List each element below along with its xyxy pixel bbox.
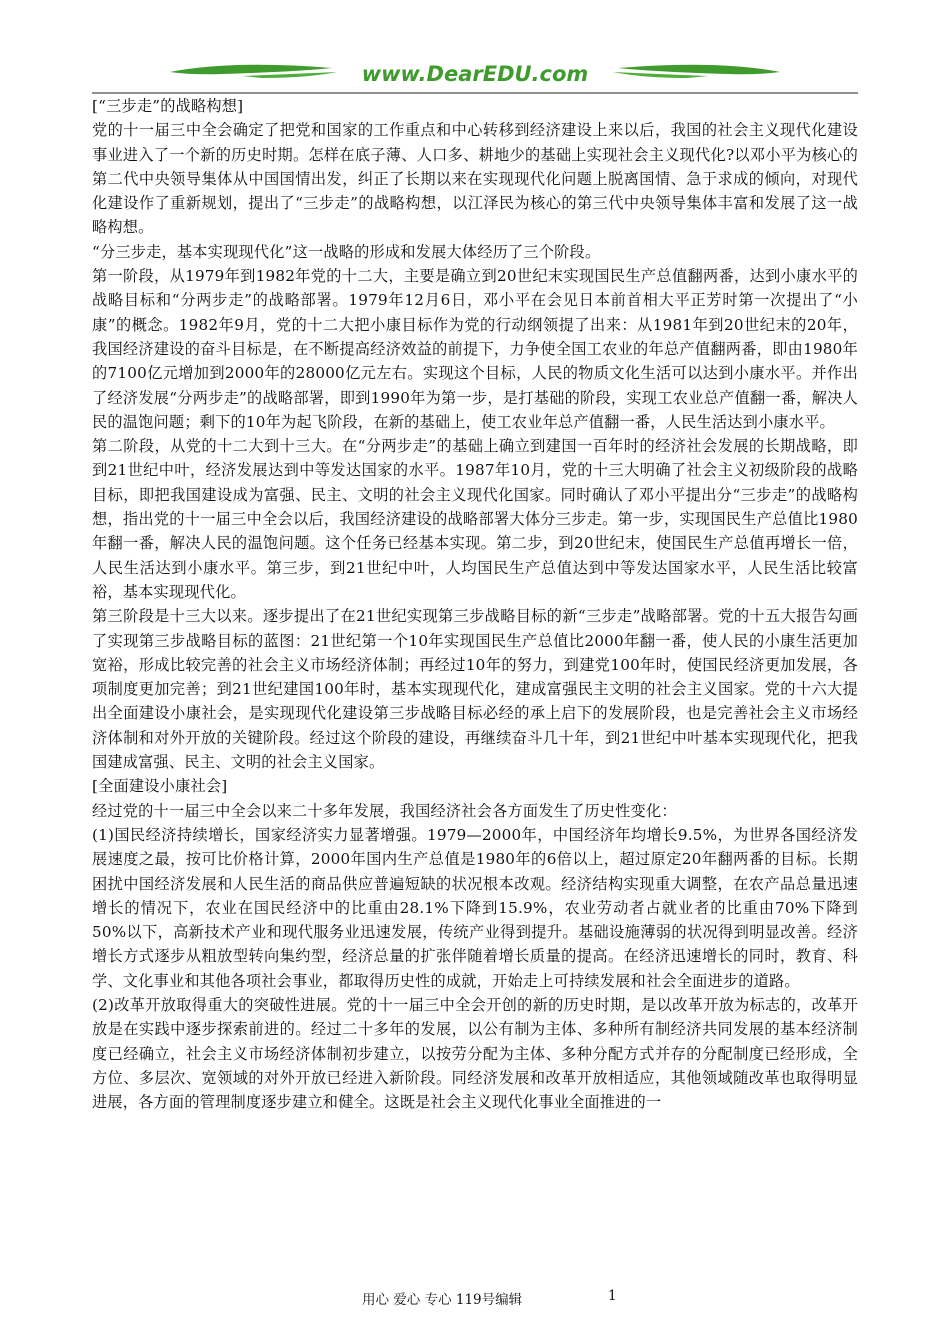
left-swoosh xyxy=(170,65,332,74)
paragraph-point-1-economy: (1)国民经济持续增长，国家经济实力显著增强。1979—2000年，中国经济年均增长9.5%，为世界各国经济发展速度之最，按可比价格计算，2000年国内生产总值是1980年的6倍以上，超过原定20年翻两番的目标。长期困扰中国经济发展和人民生活的商品供应普遍短缺的状况根本改观。经济结构实现重大调整，在农产品总量迅速增长的情况下，农业在国民经济中的比重由28.1%下降到15.9%，农业劳动者占就业者的比重由70%下降到50%以下，高新技术产业和现代服务业迅速发展，传统产业得到提升。基础设施薄弱的状况得到明显改善。经济增长方式逐步从粗放型转向集约型，经济总量的扩张伴随着增长质量的提高。在经济迅速增长的同时，教育、科学、文化事业和其他各项社会事业，都取得历史性的成就，开始走上可持续发展和社会全面进步的道路。 xyxy=(92,825,858,990)
page-footer xyxy=(0,1288,950,1308)
site-logo-text: www.DearEDU.com xyxy=(361,62,589,86)
right-swoosh xyxy=(618,65,780,74)
paragraph-stage-three: 第三阶段是十三大以来。逐步提出了在21世纪实现第三步战略目标的新“三步走”战略部署。党的十五大报告勾画了实现第三步战略目标的蓝图：21世纪第一个10年实现国民生产总值比2000年翻一番，使人民的小康生活更加宽裕，形成比较完善的社会主义市场经济体制；再经过10年的努力，到建党100年时，使国民经济更加发展，各项制度更加完善；到21世纪建国100年时，基本实现现代化，建成富强民主文明的社会主义国家。党的十六大提出全面建设小康社会，是实现现代化建设第三步战略目标必经的承上启下的发展阶段，也是完善社会主义市场经济体制和对外开放的关键阶段。经过这个阶段的建设，再继续奋斗几十年，到21世纪中叶基本实现现代化，把我国建成富强、民主、文明的社会主义国家。 xyxy=(92,607,858,772)
document-body xyxy=(92,94,858,1114)
section-heading-three-steps: [“三步走”的战略构想] xyxy=(92,97,244,115)
page-header xyxy=(92,52,858,94)
paragraph-three-stages: “分三步走，基本实现现代化”这一战略的形成和发展大体经历了三个阶段。 xyxy=(92,242,601,261)
page-number: 1 xyxy=(608,1288,617,1304)
paragraph-stage-two: 第二阶段，从党的十二大到十三大。在“分两步走”的基础上确立到建国一百年时的经济社会发展的长期战略，即到21世纪中叶，经济发展达到中等发达国家的水平。1987年10月，党的十三大明确了社会主义初级阶段的战略目标，即把我国建设成为富强、民主、文明的社会主义现代化国家。同时确认了邓小平提出分“三步走”的战略构想，指出党的十一届三中全会以后，我国经济建设的战略部署大体分三步走。第一步，实现国民生产总值比1980年翻一番，解决人民的温饱问题。这个任务已经基本实现。第二步，到20世纪末，使国民生产总值再增长一倍，人民生活达到小康水平。第三步，到21世纪中叶，人均国民生产总值达到中等发达国家水平，人民生活比较富裕，基本实现现代化。 xyxy=(92,437,858,601)
section-heading-xiaokang: [全面建设小康社会] xyxy=(92,777,228,796)
dearedu-logo-banner xyxy=(92,52,858,94)
paragraph-intro: 党的十一届三中全会确定了把党和国家的工作重点和中心转移到经济建设上来以后，我国的社会主义现代化建设事业进入了一个新的历史时期。怎样在底子薄、人口多、耕地少的基础上实现社会主义现代化?以邓小平为核心的第二代中央领导集体从中国国情出发，纠正了长期以来在实现现代化问题上脱离国情、急于求成的倾向，对现代化建设作了重新规划，提出了“三步走”的战略构想，以江泽民为核心的第三代中央领导集体丰富和发展了这一战略构想。 xyxy=(92,121,858,237)
paragraph-stage-one: 第一阶段，从1979年到1982年党的十二大，主要是确立到20世纪末实现国民生产总值翻两番，达到小康水平的战略目标和“分两步走”的战略部署。1979年12月6日，邓小平在会见日本前首相大平正芳时第一次提出了“小康”的概念。1982年9月，党的十二大把小康目标作为党的行动纲领提了出来：从1981年到20世纪末的20年，我国经济建设的奋斗目标是，在不断提高经济效益的前提下，力争使全国工农业的年总产值翻两番，即由1980年的7100亿元增加到2000年的28000亿元左右。实现这个目标，人民的物质文化生活可以达到小康水平。并作出了经济发展“分两步走”的战略部署，即到1990年为第一步，是打基础的阶段，实现工农业总产值翻一番，解决人民的温饱问题；剩下的10年为起飞阶段，在新的基础上，使工农业年总产值翻一番，人民生活达到小康水平。 xyxy=(92,267,858,431)
footer-editor-note: 用心 爱心 专心 119号编辑 xyxy=(362,1292,523,1308)
left-swoosh-tail xyxy=(242,72,337,78)
right-swoosh-tail xyxy=(613,72,708,78)
paragraph-historic-changes: 经过党的十一届三中全会以来二十多年发展，我国经济社会各方面发生了历史性变化： xyxy=(92,801,677,820)
paragraph-point-2-reform: (2)改革开放取得重大的突破性进展。党的十一届三中全会开创的新的历史时期，是以改革开放为标志的，改革开放是在实践中逐步探索前进的。经过二十多年的发展，以公有制为主体、多种所有制经济共同发展的基本经济制度已经确立，社会主义市场经济体制初步建立，以按劳分配为主体、多种分配方式并存的分配制度已经形成，全方位、多层次、宽领域的对外开放已经进入新阶段。同经济发展和改革开放相适应，其他领域随改革也取得明显进展，各方面的管理制度逐步建立和健全。这既是社会主义现代化事业全面推进的一 xyxy=(92,995,858,1112)
